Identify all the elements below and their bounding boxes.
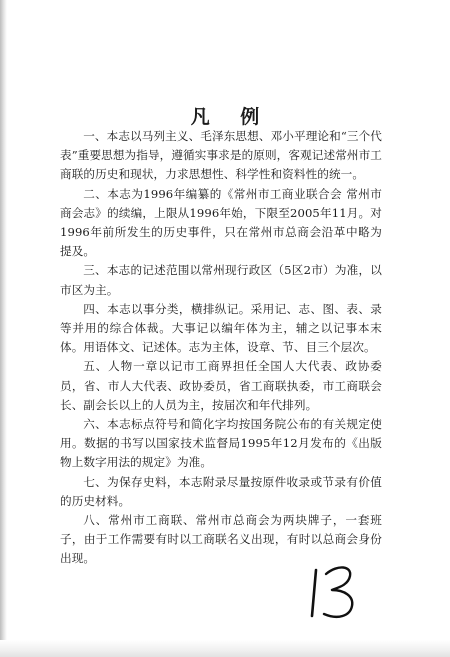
paragraph-7: 七、为保存史料，本志附录尽量按原件收录或节录有价值的历史材料。 [60, 474, 382, 508]
scan-left-edge [0, 0, 7, 657]
document-body [60, 127, 382, 569]
paragraph-4: 四、本志以事分类，横排纵记。采用记、志、图、表、录等并用的综合体裁。大事记以编年体为主，辅之以记事本末体。用语体文、记述体。志为主体，设章、节、目三个层次。 [60, 301, 382, 355]
paragraph-3: 三、本志的记述范围以常州现行政区（5区2市）为准，以市区为主。 [60, 263, 382, 297]
handwritten-page-mark [308, 560, 364, 622]
paragraph-2: 二、本志为1996年编纂的《常州市工商业联合会 常州市商会志》的续编，上限从1996年始，下限至2005年11月。对1996年前所发生的历史事件，只在常州市总商会沿革中略为提及。 [60, 186, 382, 259]
paragraph-5: 五、人物一章以记市工商界担任全国人大代表、政协委员，省、市人大代表、政协委员，省工商联执委，市工商联会长、副会长以上的人员为主，按届次和年代排列。 [60, 359, 382, 412]
paragraph-8: 八、常州市工商联、常州市总商会为两块牌子，一套班子，由于工作需要有时以工商联名义出现，有时以总商会身份出现。 [60, 513, 382, 566]
scan-bottom-edge [0, 640, 450, 657]
page-title: 凡 例 [190, 106, 272, 128]
paragraph-1: 一、本志以马列主义、毛泽东思想、邓小平理论和“三个代表”重要思想为指导，遵循实事求是的原则，客观记述常州市工商联的历史和现状，力求思想性、科学性和资料性的统一。 [60, 129, 382, 182]
paragraph-6: 六、本志标点符号和简化字均按国务院公布的有关规定使用。数据的书写以国家技术监督局1995年12月发布的《出版物上数字用法的规定》为准。 [60, 417, 382, 470]
